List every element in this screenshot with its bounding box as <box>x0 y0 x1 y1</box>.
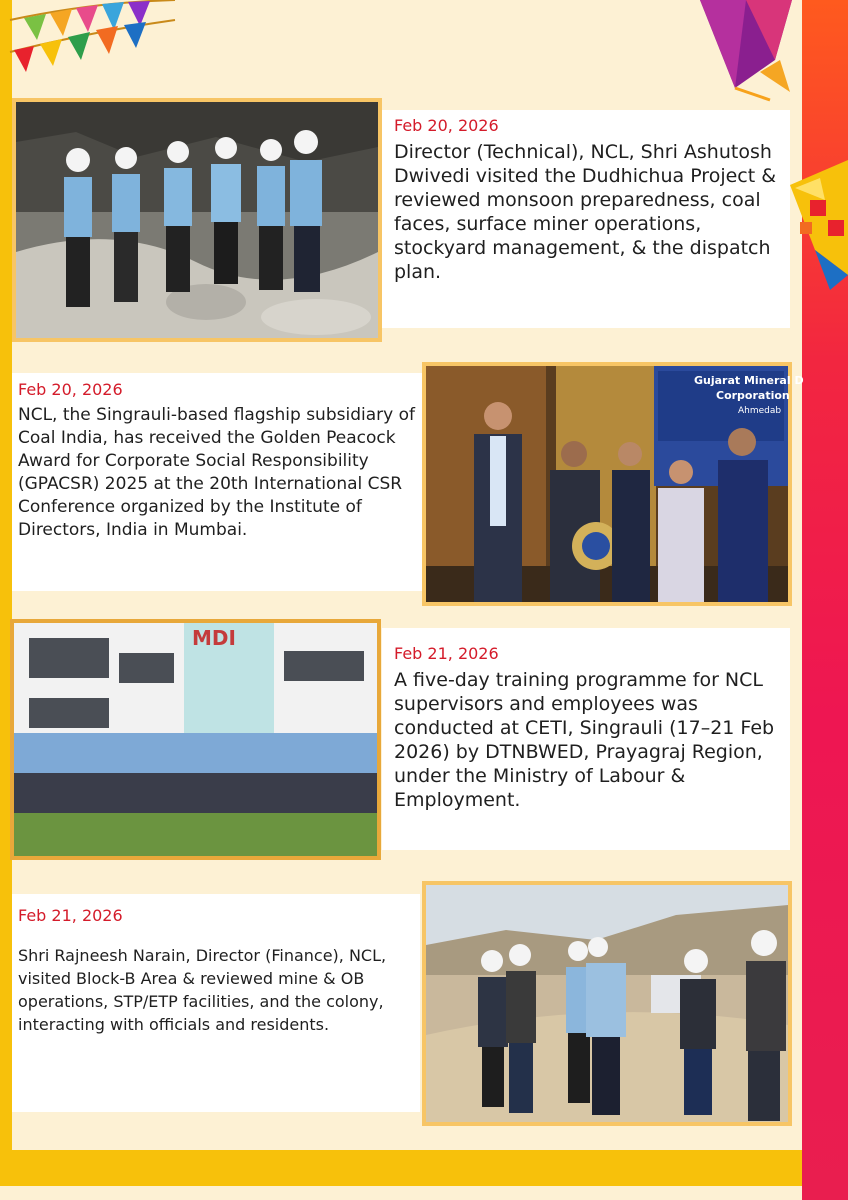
bunting-flags-icon <box>10 0 180 90</box>
building-sign-text: MDI <box>192 626 236 650</box>
news-text-2: NCL, the Singrauli-based flagship subsidiary of Coal India, has received the Golden Peacock Award for Corporate Social Responsibility (GPACSR) 2025 at the 20th International CSR Conference organized by the Institute of Directors, India in Mumbai. <box>18 405 415 540</box>
backdrop-text-line-1: Gujarat Mineral D <box>694 374 804 387</box>
left-yellow-band <box>0 0 12 1200</box>
news-date-2: Feb 20, 2026 <box>18 380 123 399</box>
backdrop-text-line-2: Corporation <box>716 389 790 402</box>
news-photo-4-site-visit <box>422 881 792 1126</box>
news-photo-3-training <box>10 619 381 860</box>
news-date-3: Feb 21, 2026 <box>394 644 499 663</box>
news-text-3: A five-day training programme for NCL supervisors and employees was conducted at CETI, Singrauli (17–21 Feb 2026) by DTNBWED, Prayagraj Region, under the Ministry of Labour & Employment. <box>394 669 775 811</box>
news-text-4: Shri Rajneesh Narain, Director (Finance), NCL, visited Block-B Area & reviewed mine & OB operations, STP/ETP facilities, and the colony, interacting with officials and residents. <box>18 946 387 1034</box>
news-photo-1-mine-visit <box>12 98 382 342</box>
footer-yellow-band <box>0 1150 802 1186</box>
backdrop-text-line-3: Ahmedab <box>738 406 782 416</box>
news-date-1: Feb 20, 2026 <box>394 116 499 135</box>
news-date-4: Feb 21, 2026 <box>18 906 123 925</box>
kite-mid-right-icon <box>780 160 848 295</box>
news-text-1: Director (Technical), NCL, Shri Ashutosh Dwivedi visited the Dudhichua Project & reviewed monsoon preparedness, coal faces, surface miner operations, stockyard management, & the dispatch plan. <box>394 141 777 283</box>
kite-top-right-icon <box>690 0 802 100</box>
footer-cream-strip <box>0 1186 802 1200</box>
news-photo-2-award <box>422 362 804 606</box>
